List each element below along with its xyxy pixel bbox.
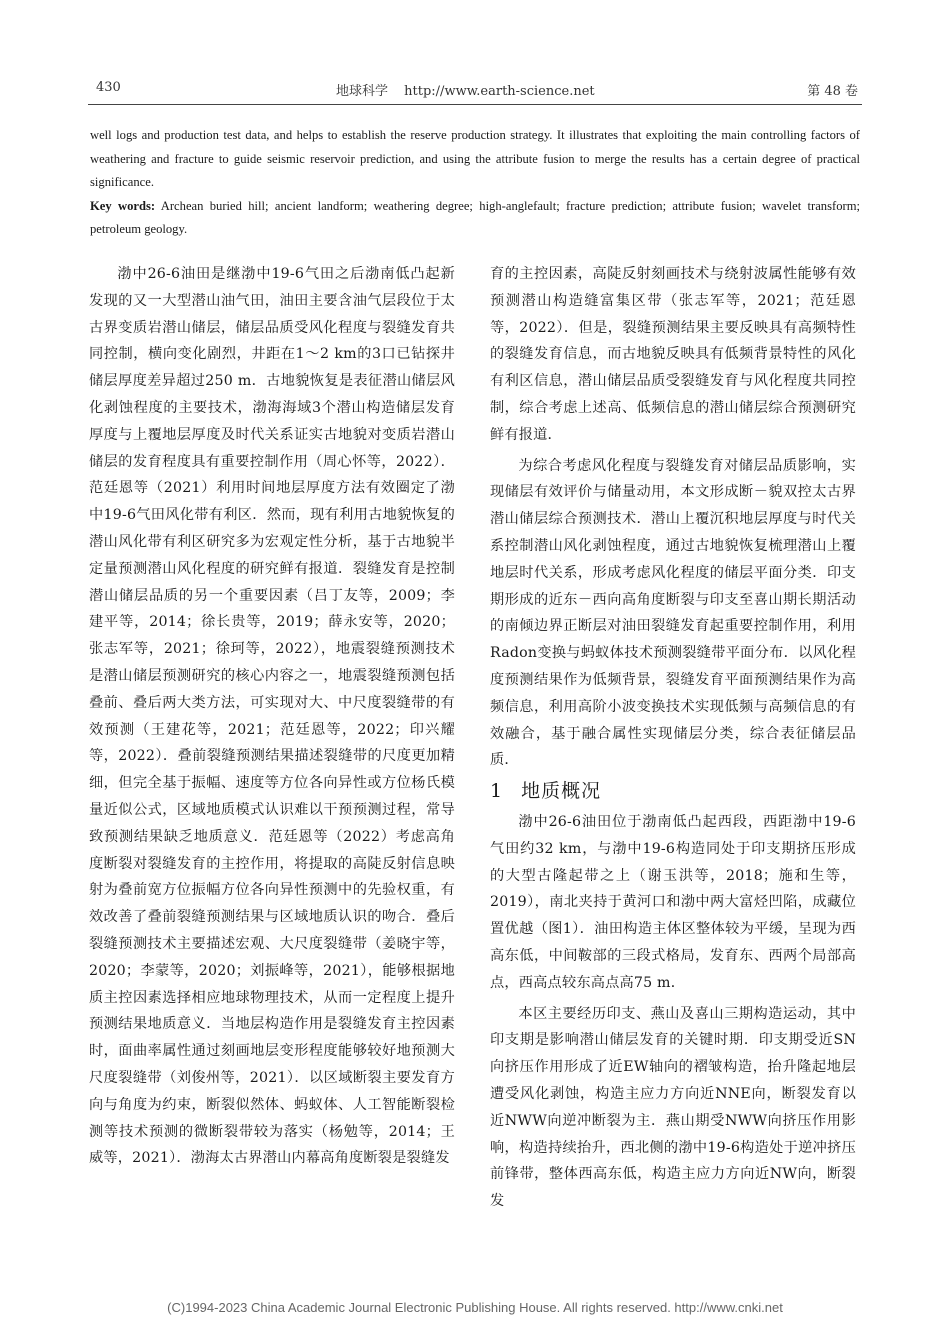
journal-name: 地球科学	[336, 84, 389, 99]
keywords-label: Key words:	[90, 198, 156, 213]
volume-label: 第 48 卷	[807, 84, 858, 99]
body-paragraph-continuation: 育的主控因素，高陡反射刻画技术与绕射波属性能够有效预测潜山构造缝富集区带（张志军等，2021；范廷恩等，2022）．但是，裂缝预测结果主要反映具有高频特性的裂缝发育信息，而古地貌反映具有低频背景特性的风化有利区信息，潜山储层品质受裂缝发育与风化程度共同控制，综合考虑上述高、低频信息的潜山储层综合预测研究鲜有报道．	[490, 266, 856, 443]
journal-url[interactable]: http://www.earth-science.net	[404, 84, 595, 99]
keywords-line	[90, 195, 860, 242]
page-number: 430	[96, 80, 121, 95]
section-number: 1	[490, 780, 504, 803]
body-paragraph: 本区主要经历印支、燕山及喜山三期构造运动，其中印支期是影响潜山储层发育的关键时期．印支期受近SN向挤压作用形成了近EW轴向的褶皱构造，抬升隆起地层遭受风化剥蚀，构造主应力方向近NNE向，断裂发育以近NWW向逆冲断裂为主．燕山期受NWW向挤压作用影响，构造持续抬升，西北侧的渤中19-6构造处于逆冲挤压前锋带，整体西高东低，构造主应力方向近NW向，断裂发	[490, 1005, 856, 1210]
header-divider	[88, 104, 862, 105]
keywords-text: Archean buried hill; ancient landform; weathering degree; high-anglefault; fracture prediction; attribute fusion; wavelet transform; petroleum geology.	[90, 198, 860, 236]
body-paragraph: 为综合考虑风化程度与裂缝发育对储层品质影响，实现储层有效评价与储量动用，本文形成断－貌双控太古界潜山储层综合预测技术．潜山上覆沉积地层厚度与时代关系控制潜山风化剥蚀程度，通过古地貌恢复梳理潜山上覆地层时代关系，形成考虑风化程度的储层平面分类．印支期形成的近东－西向高角度断裂与印支至喜山期长期活动的南倾边界正断层对油田裂缝发育起重要控制作用，利用Radon变换与蚂蚁体技术预测裂缝带平面分布．以风化程度预测结果作为低频背景，裂缝发育平面预测结果作为高频信息，利用高阶小波变换技术实现低频与高频信息的有效融合，基于融合属性实现储层分类，综合表征储层品质．	[490, 457, 856, 769]
body-paragraph: 渤中26-6油田位于渤南低凸起西段，西距渤中19-6气田约32 km，与渤中19-6构造同处于印支期挤压形成的大型古隆起带之上（谢玉洪等，2018；施和生等，2019），南北夹持于黄河口和渤中两大富烃凹陷，成藏位置优越（图1）．油田构造主体区整体较为平缓，呈现为西高东低，中间鞍部的三段式格局，发育东、西两个局部高点，西高点较东高点高75 m．	[490, 813, 856, 991]
abstract-block	[90, 124, 860, 242]
running-header	[96, 80, 858, 104]
abstract-continuation: well logs and production test data, and helps to establish the reserve production strategy. It illustrates that exploiting the main controlling factors of weathering and fracture to guide seismic reservoir prediction, and using the attribute fusion to merge the results has a certain degree of practical significance.	[90, 128, 860, 189]
copyright-footer: (C)1994-2023 China Academic Journal Electronic Publishing House. All rights reserved. http://www.cnki.net	[167, 1300, 783, 1315]
journal-info	[336, 80, 595, 99]
right-column	[490, 261, 856, 1215]
body-paragraph: 渤中26-6油田是继渤中19-6气田之后渤南低凸起新发现的又一大型潜山油气田，油田主要含油气层段位于太古界变质岩潜山储层，储层品质受风化程度与裂缝发育共同控制，横向变化剧烈，井距在1～2 km的3口已钻探井储层厚度差异超过250 m．古地貌恢复是表征潜山储层风化剥蚀程度的主要技术，渤海海域3个潜山构造储层发育厚度与上覆地层厚度及时代关系证实古地貌对变质岩潜山储层的发育程度具有重要控制作用（周心怀等，2022）．范廷恩等（2021）利用时间地层厚度方法有效圈定了渤中19-6气田风化带有利区．然而，现有利用古地貌恢复的潜山风化带有利区研究多为宏观定性分析，基于古地貌半定量预测潜山风化程度的研究鲜有报道．裂缝发育是控制潜山储层品质的另一个重要因素（吕丁友等，2009；李建平等，2014；徐长贵等，2019；薛永安等，2020；张志军等，2021；徐珂等，2022），地震裂缝预测技术是潜山储层预测研究的核心内容之一，地震裂缝预测包括叠前、叠后两大类方法，可实现对大、中尺度裂缝带的有效预测（王建花等，2021；范廷恩等，2022；印兴耀等，2022）．叠前裂缝预测结果描述裂缝带的尺度更加精细，但完全基于振幅、速度等方位各向异性或方位杨氏模量近似公式，区域地质模式认识难以干预预测过程，常导致预测结果缺乏地质意义．范廷恩等（2022）考虑高角度断裂对裂缝发育的主控作用，将提取的高陡反射信息映射为叠前宽方位振幅方位各向异性预测中的先验权重，有效改善了叠前裂缝预测结果与区域地质认识的吻合．叠后裂缝预测技术主要描述宏观、大尺度裂缝带（姜晓宇等，2020；李蒙等，2020；刘振峰等，2021），能够根据地质主控因素选择相应地球物理技术，从而一定程度上提升预测结果地质意义．当地层构造作用是裂缝发育主控因素时，面曲率属性通过刻画地层变形程度能够较好地预测大尺度裂缝带（刘俊州等，2021）．以区域断裂主要发育方向与角度为约束，断裂似然体、蚂蚁体、人工智能断裂检测等技术预测的微断裂带较为落实（杨勉等，2014；王威等，2021）．渤海太古界潜山内幕高角度断裂是裂缝发	[89, 266, 455, 1167]
left-column	[89, 261, 455, 1172]
section-title: 地质概况	[521, 780, 602, 803]
section-heading	[490, 778, 856, 805]
